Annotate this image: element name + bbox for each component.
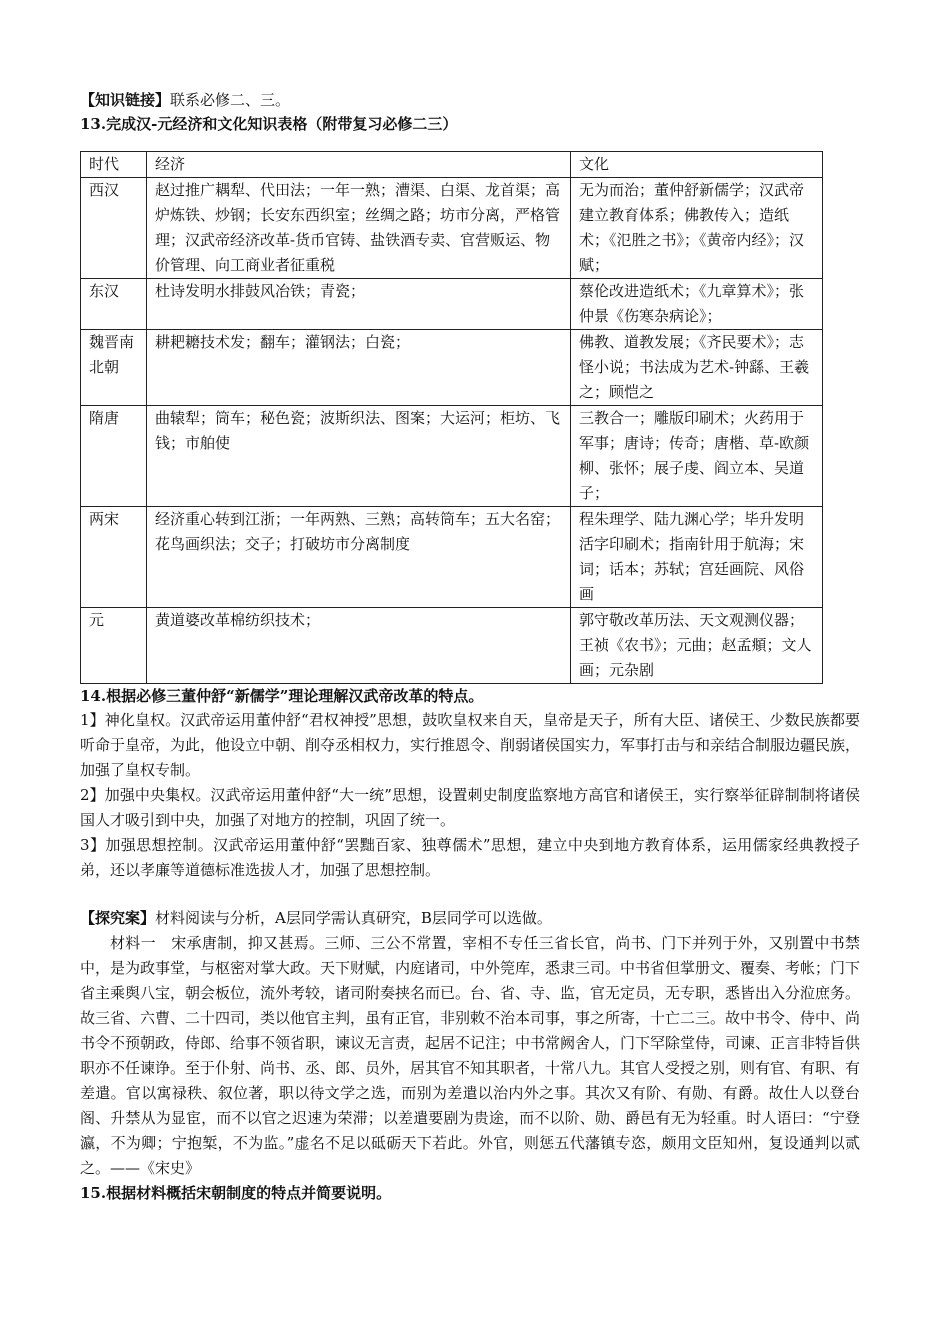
question-15-title: 15.根据材料概括宋朝制度的特点并简要说明。 xyxy=(80,1184,392,1202)
table-row xyxy=(81,279,823,330)
header-economy: 经济 xyxy=(147,152,571,178)
culture-cell: 郭守敬改革历法、天文观测仪器；王祯《农书》；元曲；赵孟頫；文人画；元杂剧 xyxy=(571,608,823,684)
document-page xyxy=(80,88,860,1205)
knowledge-link-label: 【知识链接】 xyxy=(80,91,171,109)
knowledge-link-text: 联系必修二、三。 xyxy=(170,91,291,109)
culture-cell: 无为而治；董仲舒新儒学；汉武帝建立教育体系；佛教传入；造纸术；《氾胜之书》；《黄帝内经》；汉赋； xyxy=(571,178,823,279)
section-gap xyxy=(80,883,860,906)
q14-point-3: 3】加强思想控制。汉武帝运用董仲舒“罢黜百家、独尊儒术”思想，建立中央到地方教育体系，运用儒家经典教授子弟，还以孝廉等道德标准选拔人才，加强了思想控制。 xyxy=(80,836,860,879)
table-row xyxy=(81,406,823,507)
question-13-title: 13.完成汉-元经济和文化知识表格（附带复习必修二三） xyxy=(80,115,458,133)
q14-point-2: 2】加强中央集权。汉武帝运用董仲舒“大一统”思想，设置刺史制度监察地方高官和诸侯王，实行察举征辟制制将诸侯国人才吸引到中央，加强了对地方的控制，巩固了统一。 xyxy=(80,786,860,829)
era-cell: 东汉 xyxy=(81,279,147,330)
economy-cell: 耕耙耱技术发；翻车；灌钢法；白瓷； xyxy=(147,330,571,406)
table-row xyxy=(81,330,823,406)
era-cell: 两宋 xyxy=(81,507,147,608)
culture-cell: 三教合一；雕版印刷术；火药用于军事；唐诗；传奇；唐楷、草-欧颜柳、张怀；展子虔、阎立本、吴道子； xyxy=(571,406,823,507)
material-one: 材料一 宋承唐制，抑又甚焉。三师、三公不常置，宰相不专任三省长官，尚书、门下并列于外，又别置中书禁中，是为政事堂，与枢密对掌大政。天下财赋，内庭诸司，中外筦库，悉隶三司。中书省但掌册文、覆奏、考帐；门下省主乘舆八宝，朝会板位，流外考较，诸司附奏挟名而已。台、省、寺、监，官无定员，无专职，悉皆出入分涖庶务。故三省、六曹、二十四司，类以他官主判，虽有正官，非别敕不治本司事，事之所寄，十亡二三。故中书令、侍中、尚书令不预朝政，侍郎、给事不领省职，谏议无言责，起居不记注；中书常阙舍人，门下罕除堂侍，司谏、正言非特旨供职亦不任谏诤。至于仆射、尚书、丞、郎、员外，居其官不知其职者，十常八九。其官人受授之别，则有官、有职、有差遣。官以寓禄秩、叙位著，职以待文学之选，而别为差遣以治内外之事。其次又有阶、有勋、有爵。故仕人以登台阁、升禁从为显宦，而不以官之迟速为荣滞；以差遣要剧为贵途，而不以阶、勋、爵邑有无为轻重。时人语曰：“宁登瀛，不为卿；宁抱椠，不为监。”虚名不足以砥砺天下若此。外官，则惩五代藩镇专恣，颇用文臣知州，复设通判以贰之。——《宋史》 xyxy=(80,934,861,1177)
era-cell: 魏晋南北朝 xyxy=(81,330,147,406)
table-row xyxy=(81,608,823,684)
economy-cell: 经济重心转到江浙；一年两熟、三熟；高转筒车；五大名窑；花鸟画织法；交子；打破坊市分离制度 xyxy=(147,507,571,608)
table-row xyxy=(81,178,823,279)
economy-cell: 曲辕犁；筒车；秘色瓷；波斯织法、图案；大运河；柜坊、飞钱；市舶使 xyxy=(147,406,571,507)
economy-cell: 黄道婆改革棉纺织技术； xyxy=(147,608,571,684)
era-cell: 元 xyxy=(81,608,147,684)
culture-cell: 佛教、道教发展；《齐民要术》；志怪小说；书法成为艺术-钟繇、王羲之；顾恺之 xyxy=(571,330,823,406)
knowledge-link-line xyxy=(80,88,860,112)
explore-label: 【探究案】 xyxy=(80,909,156,927)
knowledge-table xyxy=(80,151,823,684)
culture-cell: 程朱理学、陆九渊心学；毕升发明活字印刷术；指南针用于航海；宋词；话本；苏轼；宫廷画院、风俗画 xyxy=(571,507,823,608)
culture-cell: 蔡伦改进造纸术；《九章算术》；张仲景《伤寒杂病论》； xyxy=(571,279,823,330)
header-era: 时代 xyxy=(81,152,147,178)
economy-cell: 杜诗发明水排鼓风冶铁；青瓷； xyxy=(147,279,571,330)
explore-line xyxy=(80,906,860,931)
era-cell: 隋唐 xyxy=(81,406,147,507)
q14-point-1: 1】神化皇权。汉武帝运用董仲舒“君权神授”思想，鼓吹皇权来自天，皇帝是天子，所有大臣、诸侯王、少数民族都要听命于皇帝，为此，他设立中朝、削夺丞相权力，实行推恩令、削弱诸侯国实力，军事打击与和亲结合制服边疆民族，加强了皇权专制。 xyxy=(80,711,861,779)
table-row xyxy=(81,507,823,608)
question-14-title: 14.根据必修三董仲舒“新儒学”理论理解汉武帝改革的特点。 xyxy=(80,687,484,705)
economy-cell: 赵过推广耦犁、代田法；一年一熟；漕渠、白渠、龙首渠；高炉炼铁、炒钢；长安东西织室；丝绸之路；坊市分离，严格管理；汉武帝经济改革-货币官铸、盐铁酒专卖、官营贩运、物价管理、向工商业者征重税 xyxy=(147,178,571,279)
era-cell: 西汉 xyxy=(81,178,147,279)
header-culture: 文化 xyxy=(571,152,823,178)
explore-text: 材料阅读与分析，A层同学需认真研究，B层同学可以选做。 xyxy=(155,909,552,927)
table-header-row xyxy=(81,152,823,178)
